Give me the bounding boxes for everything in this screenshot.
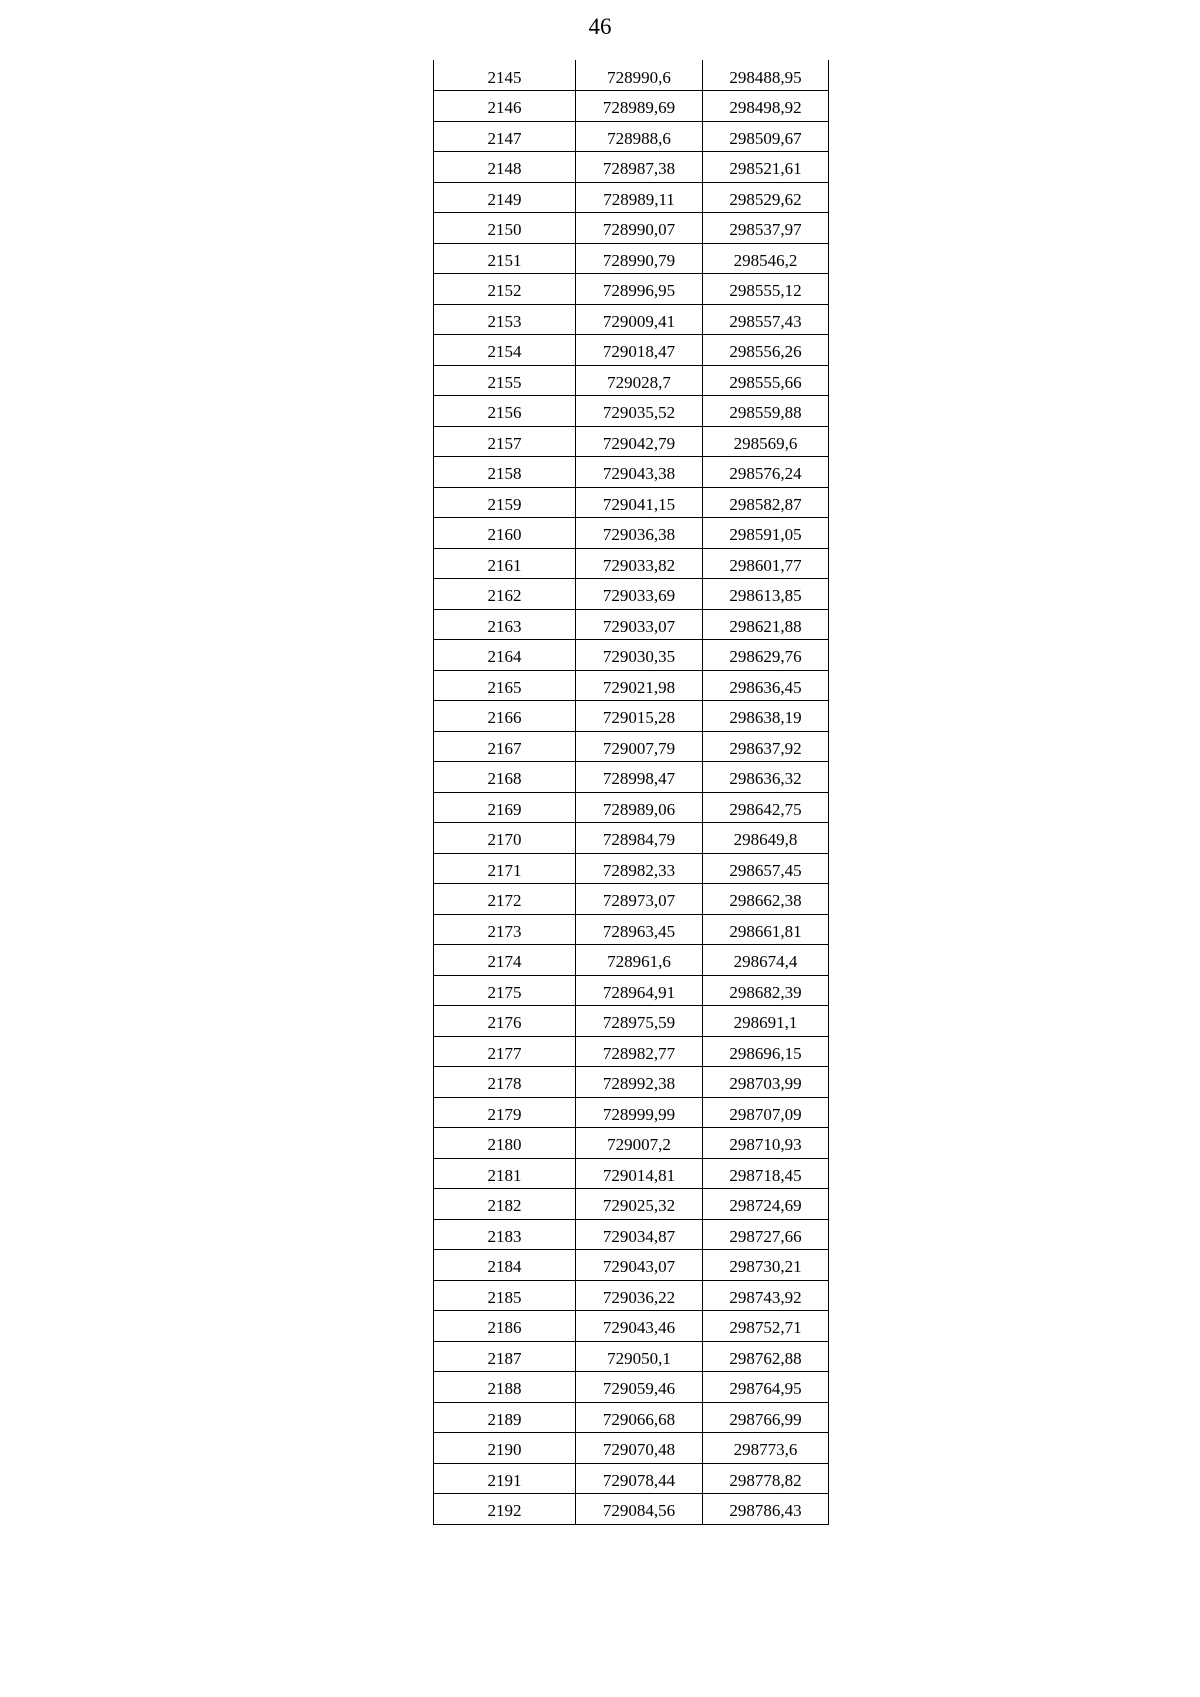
x-coordinate-cell: 729030,35: [576, 640, 703, 671]
x-coordinate-cell: 729042,79: [576, 426, 703, 457]
point-number-cell: 2161: [434, 548, 576, 579]
y-coordinate-cell: 298582,87: [703, 487, 829, 518]
y-coordinate-cell: 298674,4: [703, 945, 829, 976]
x-coordinate-cell: 729041,15: [576, 487, 703, 518]
point-number-cell: 2156: [434, 396, 576, 427]
x-coordinate-cell: 729059,46: [576, 1372, 703, 1403]
point-number-cell: 2164: [434, 640, 576, 671]
y-coordinate-cell: 298649,8: [703, 823, 829, 854]
page-number: 46: [588, 14, 612, 39]
x-coordinate-cell: 728999,99: [576, 1097, 703, 1128]
y-coordinate-cell: 298730,21: [703, 1250, 829, 1281]
y-coordinate-cell: 298636,32: [703, 762, 829, 793]
table-row: [434, 1189, 829, 1220]
point-number-cell: 2175: [434, 975, 576, 1006]
y-coordinate-cell: 298555,66: [703, 365, 829, 396]
x-coordinate-cell: 728990,6: [576, 60, 703, 91]
x-coordinate-cell: 728989,06: [576, 792, 703, 823]
table-row: [434, 182, 829, 213]
y-coordinate-cell: 298778,82: [703, 1463, 829, 1494]
table-row: [434, 1341, 829, 1372]
x-coordinate-cell: 728973,07: [576, 884, 703, 915]
x-coordinate-cell: 728992,38: [576, 1067, 703, 1098]
x-coordinate-cell: 729035,52: [576, 396, 703, 427]
point-number-cell: 2152: [434, 274, 576, 305]
table-row: [434, 274, 829, 305]
table-row: [434, 518, 829, 549]
x-coordinate-cell: 729007,79: [576, 731, 703, 762]
point-number-cell: 2172: [434, 884, 576, 915]
table-row: [434, 426, 829, 457]
point-number-cell: 2157: [434, 426, 576, 457]
x-coordinate-cell: 728961,6: [576, 945, 703, 976]
x-coordinate-cell: 728990,07: [576, 213, 703, 244]
x-coordinate-cell: 729036,22: [576, 1280, 703, 1311]
y-coordinate-cell: 298613,85: [703, 579, 829, 610]
table-row: [434, 731, 829, 762]
y-coordinate-cell: 298766,99: [703, 1402, 829, 1433]
table-row: [434, 365, 829, 396]
y-coordinate-cell: 298621,88: [703, 609, 829, 640]
point-number-cell: 2169: [434, 792, 576, 823]
table-row: [434, 609, 829, 640]
x-coordinate-cell: 729078,44: [576, 1463, 703, 1494]
y-coordinate-cell: 298555,12: [703, 274, 829, 305]
point-number-cell: 2162: [434, 579, 576, 610]
point-number-cell: 2183: [434, 1219, 576, 1250]
x-coordinate-cell: 729028,7: [576, 365, 703, 396]
table-row: [434, 60, 829, 91]
x-coordinate-cell: 729015,28: [576, 701, 703, 732]
table-row: [434, 945, 829, 976]
x-coordinate-cell: 729066,68: [576, 1402, 703, 1433]
table-row: [434, 762, 829, 793]
y-coordinate-cell: 298724,69: [703, 1189, 829, 1220]
y-coordinate-cell: 298707,09: [703, 1097, 829, 1128]
table-row: [434, 1128, 829, 1159]
y-coordinate-cell: 298752,71: [703, 1311, 829, 1342]
y-coordinate-cell: 298642,75: [703, 792, 829, 823]
x-coordinate-cell: 728975,59: [576, 1006, 703, 1037]
x-coordinate-cell: 728984,79: [576, 823, 703, 854]
x-coordinate-cell: 728982,33: [576, 853, 703, 884]
point-number-cell: 2166: [434, 701, 576, 732]
table-row: [434, 487, 829, 518]
table-row: [434, 853, 829, 884]
table-row: [434, 670, 829, 701]
x-coordinate-cell: 729009,41: [576, 304, 703, 335]
y-coordinate-cell: 298691,1: [703, 1006, 829, 1037]
x-coordinate-cell: 729033,82: [576, 548, 703, 579]
point-number-cell: 2148: [434, 152, 576, 183]
x-coordinate-cell: 729043,46: [576, 1311, 703, 1342]
point-number-cell: 2153: [434, 304, 576, 335]
x-coordinate-cell: 729036,38: [576, 518, 703, 549]
table-row: [434, 1280, 829, 1311]
x-coordinate-cell: 729033,07: [576, 609, 703, 640]
point-number-cell: 2168: [434, 762, 576, 793]
table-row: [434, 121, 829, 152]
point-number-cell: 2151: [434, 243, 576, 274]
point-number-cell: 2149: [434, 182, 576, 213]
table-row: [434, 914, 829, 945]
x-coordinate-cell: 728987,38: [576, 152, 703, 183]
table-row: [434, 640, 829, 671]
x-coordinate-cell: 729021,98: [576, 670, 703, 701]
point-number-cell: 2184: [434, 1250, 576, 1281]
y-coordinate-cell: 298662,38: [703, 884, 829, 915]
y-coordinate-cell: 298710,93: [703, 1128, 829, 1159]
y-coordinate-cell: 298638,19: [703, 701, 829, 732]
table-row: [434, 1372, 829, 1403]
point-number-cell: 2187: [434, 1341, 576, 1372]
table-row: [434, 91, 829, 122]
y-coordinate-cell: 298537,97: [703, 213, 829, 244]
x-coordinate-cell: 728988,6: [576, 121, 703, 152]
table-row: [434, 1463, 829, 1494]
table-row: [434, 1097, 829, 1128]
x-coordinate-cell: 729043,07: [576, 1250, 703, 1281]
point-number-cell: 2189: [434, 1402, 576, 1433]
y-coordinate-cell: 298657,45: [703, 853, 829, 884]
table-row: [434, 213, 829, 244]
y-coordinate-cell: 298569,6: [703, 426, 829, 457]
x-coordinate-cell: 729043,38: [576, 457, 703, 488]
y-coordinate-cell: 298786,43: [703, 1494, 829, 1525]
table-row: [434, 823, 829, 854]
y-coordinate-cell: 298529,62: [703, 182, 829, 213]
x-coordinate-cell: 728964,91: [576, 975, 703, 1006]
point-number-cell: 2160: [434, 518, 576, 549]
x-coordinate-cell: 729050,1: [576, 1341, 703, 1372]
table-row: [434, 884, 829, 915]
point-number-cell: 2182: [434, 1189, 576, 1220]
table-row: [434, 548, 829, 579]
y-coordinate-cell: 298636,45: [703, 670, 829, 701]
table-row: [434, 335, 829, 366]
coordinates-table-body: [434, 60, 829, 1524]
y-coordinate-cell: 298546,2: [703, 243, 829, 274]
x-coordinate-cell: 729084,56: [576, 1494, 703, 1525]
y-coordinate-cell: 298703,99: [703, 1067, 829, 1098]
point-number-cell: 2186: [434, 1311, 576, 1342]
x-coordinate-cell: 728963,45: [576, 914, 703, 945]
table-row: [434, 1250, 829, 1281]
y-coordinate-cell: 298498,92: [703, 91, 829, 122]
table-row: [434, 792, 829, 823]
point-number-cell: 2159: [434, 487, 576, 518]
x-coordinate-cell: 729018,47: [576, 335, 703, 366]
table-row: [434, 1494, 829, 1525]
table-row: [434, 152, 829, 183]
point-number-cell: 2146: [434, 91, 576, 122]
x-coordinate-cell: 728998,47: [576, 762, 703, 793]
x-coordinate-cell: 729034,87: [576, 1219, 703, 1250]
y-coordinate-cell: 298773,6: [703, 1433, 829, 1464]
y-coordinate-cell: 298764,95: [703, 1372, 829, 1403]
point-number-cell: 2150: [434, 213, 576, 244]
point-number-cell: 2176: [434, 1006, 576, 1037]
table-row: [434, 975, 829, 1006]
point-number-cell: 2167: [434, 731, 576, 762]
y-coordinate-cell: 298682,39: [703, 975, 829, 1006]
table-row: [434, 457, 829, 488]
y-coordinate-cell: 298521,61: [703, 152, 829, 183]
point-number-cell: 2188: [434, 1372, 576, 1403]
point-number-cell: 2154: [434, 335, 576, 366]
table-row: [434, 396, 829, 427]
x-coordinate-cell: 728989,11: [576, 182, 703, 213]
point-number-cell: 2170: [434, 823, 576, 854]
y-coordinate-cell: 298743,92: [703, 1280, 829, 1311]
x-coordinate-cell: 729070,48: [576, 1433, 703, 1464]
table-row: [434, 243, 829, 274]
point-number-cell: 2174: [434, 945, 576, 976]
x-coordinate-cell: 729025,32: [576, 1189, 703, 1220]
table-row: [434, 1311, 829, 1342]
y-coordinate-cell: 298601,77: [703, 548, 829, 579]
coordinates-table: [433, 60, 829, 1525]
point-number-cell: 2177: [434, 1036, 576, 1067]
point-number-cell: 2180: [434, 1128, 576, 1159]
x-coordinate-cell: 728990,79: [576, 243, 703, 274]
table-row: [434, 1402, 829, 1433]
y-coordinate-cell: 298591,05: [703, 518, 829, 549]
y-coordinate-cell: 298488,95: [703, 60, 829, 91]
table-row: [434, 579, 829, 610]
y-coordinate-cell: 298629,76: [703, 640, 829, 671]
y-coordinate-cell: 298557,43: [703, 304, 829, 335]
table-row: [434, 701, 829, 732]
y-coordinate-cell: 298696,15: [703, 1036, 829, 1067]
x-coordinate-cell: 729007,2: [576, 1128, 703, 1159]
point-number-cell: 2155: [434, 365, 576, 396]
point-number-cell: 2178: [434, 1067, 576, 1098]
point-number-cell: 2192: [434, 1494, 576, 1525]
y-coordinate-cell: 298718,45: [703, 1158, 829, 1189]
point-number-cell: 2147: [434, 121, 576, 152]
y-coordinate-cell: 298762,88: [703, 1341, 829, 1372]
point-number-cell: 2181: [434, 1158, 576, 1189]
y-coordinate-cell: 298576,24: [703, 457, 829, 488]
x-coordinate-cell: 728989,69: [576, 91, 703, 122]
table-row: [434, 1067, 829, 1098]
point-number-cell: 2190: [434, 1433, 576, 1464]
x-coordinate-cell: 729033,69: [576, 579, 703, 610]
table-row: [434, 1158, 829, 1189]
x-coordinate-cell: 729014,81: [576, 1158, 703, 1189]
point-number-cell: 2165: [434, 670, 576, 701]
table-row: [434, 1433, 829, 1464]
point-number-cell: 2191: [434, 1463, 576, 1494]
table-row: [434, 1006, 829, 1037]
y-coordinate-cell: 298559,88: [703, 396, 829, 427]
point-number-cell: 2171: [434, 853, 576, 884]
point-number-cell: 2173: [434, 914, 576, 945]
y-coordinate-cell: 298556,26: [703, 335, 829, 366]
point-number-cell: 2163: [434, 609, 576, 640]
x-coordinate-cell: 728982,77: [576, 1036, 703, 1067]
point-number-cell: 2179: [434, 1097, 576, 1128]
y-coordinate-cell: 298661,81: [703, 914, 829, 945]
y-coordinate-cell: 298509,67: [703, 121, 829, 152]
table-row: [434, 304, 829, 335]
y-coordinate-cell: 298637,92: [703, 731, 829, 762]
y-coordinate-cell: 298727,66: [703, 1219, 829, 1250]
point-number-cell: 2145: [434, 60, 576, 91]
x-coordinate-cell: 728996,95: [576, 274, 703, 305]
point-number-cell: 2158: [434, 457, 576, 488]
table-row: [434, 1036, 829, 1067]
point-number-cell: 2185: [434, 1280, 576, 1311]
table-row: [434, 1219, 829, 1250]
